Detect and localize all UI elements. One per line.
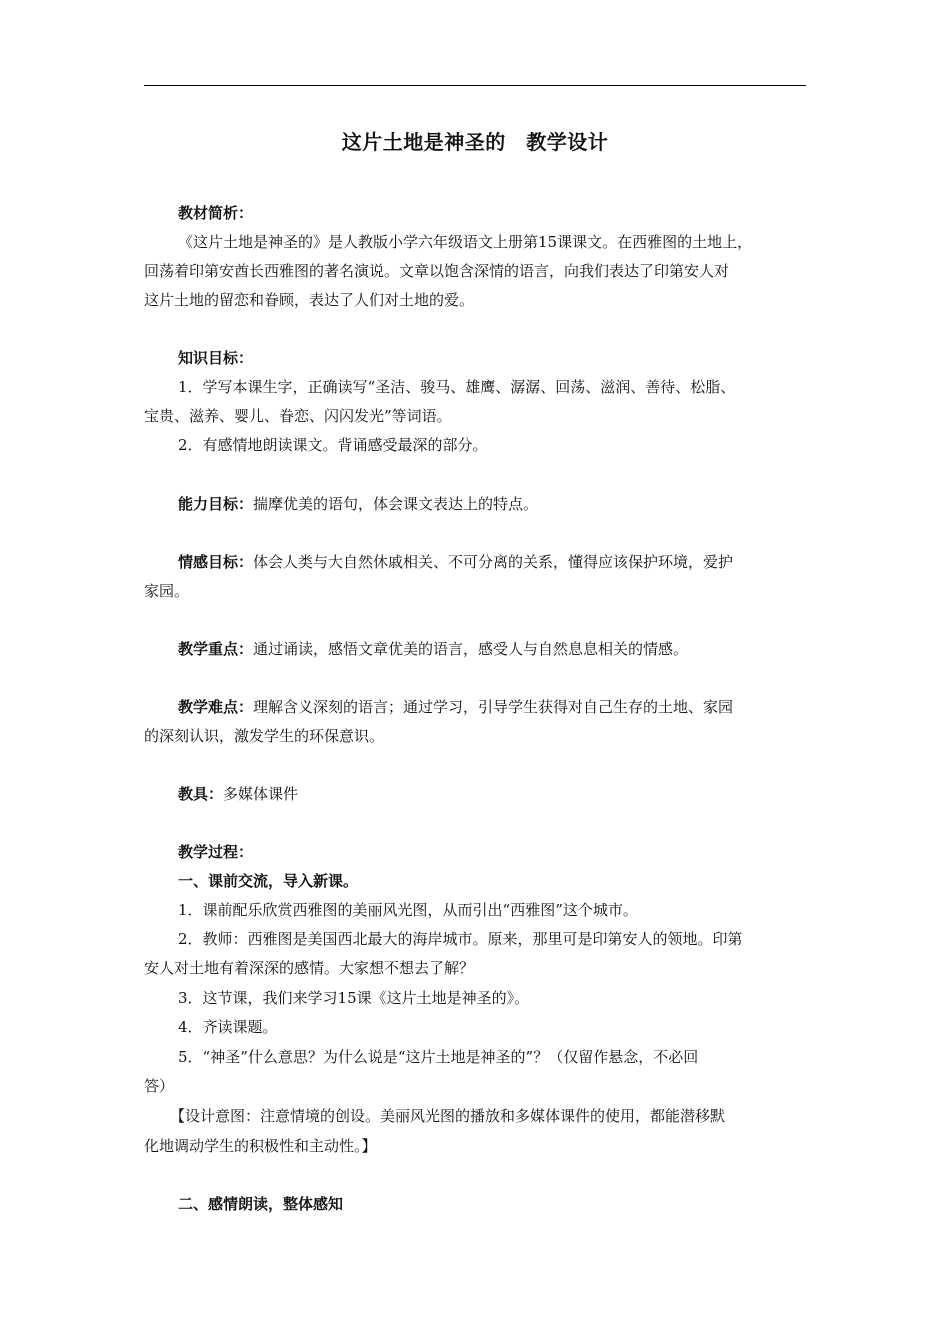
process-heading: 教学过程： — [178, 843, 254, 861]
design-intent-continued: 化地调动学生的积极性和主动性。】 — [144, 1137, 377, 1155]
ability-goal-label: 能力目标： — [178, 495, 254, 513]
process-step: 3．这节课，我们来学习15课《这片土地是神圣的》。 — [178, 989, 530, 1007]
teaching-difficulty — [178, 697, 858, 717]
document-title: 这片土地是神圣的 教学设计 — [341, 130, 609, 154]
design-intent: 【设计意图：注意情境的创设。美丽风光图的播放和多媒体课件的使用，都能潜移默 — [170, 1107, 726, 1125]
teaching-aids-text: 多媒体课件 — [223, 785, 299, 803]
knowledge-goal-line: 宝贵、滋养、婴儿、眷恋、闪闪发光”等词语。 — [144, 407, 452, 425]
textbook-analysis-line: 回荡着印第安酋长西雅图的著名演说。文章以饱含深情的语言，向我们表达了印第安人对 — [144, 262, 730, 280]
process-step-continued: 安人对土地有着深深的感情。大家想不想去了解？ — [144, 959, 475, 977]
process-step: 1．课前配乐欣赏西雅图的美丽风光图，从而引出“西雅图”这个城市。 — [178, 901, 638, 919]
knowledge-goal-line: 2．有感情地朗读课文。背诵感受最深的部分。 — [178, 436, 488, 454]
emotion-goal — [178, 552, 858, 572]
emotion-goal-label: 情感目标： — [178, 553, 254, 571]
knowledge-goals-heading: 知识目标： — [178, 349, 254, 367]
section-one-title: 一、课前交流，导入新课。 — [178, 872, 359, 890]
teaching-aids — [178, 784, 858, 804]
teaching-aids-label: 教具： — [178, 785, 224, 803]
teaching-difficulty-continued: 的深刻认识，激发学生的环保意识。 — [144, 727, 385, 745]
process-step: 4．齐读课题。 — [178, 1018, 278, 1036]
ability-goal-text: 揣摩优美的语句，体会课文表达上的特点。 — [253, 495, 539, 513]
ability-goal — [178, 494, 858, 514]
teaching-difficulty-text: 理解含义深刻的语言；通过学习，引导学生获得对自己生存的土地、家园 — [253, 698, 734, 716]
section-two-title: 二、感情朗读，整体感知 — [178, 1195, 344, 1213]
teaching-difficulty-label: 教学难点： — [178, 698, 254, 716]
teaching-focus-text: 通过诵读，感悟文章优美的语言，感受人与自然息息相关的情感。 — [253, 640, 689, 658]
emotion-goal-text: 体会人类与大自然休戚相关、不可分离的关系，懂得应该保护环境，爱护 — [253, 553, 734, 571]
textbook-analysis-heading: 教材简析： — [178, 204, 254, 222]
teaching-focus — [178, 639, 858, 659]
header-rule — [144, 85, 806, 86]
textbook-analysis-line: 《这片土地是神圣的》是人教版小学六年级语文上册第15课课文。在西雅图的土地上， — [178, 233, 753, 251]
process-step: 5．“神圣”什么意思？为什么说是“这片土地是神圣的”？（仅留作悬念，不必回 — [178, 1048, 699, 1066]
process-step: 2．教师：西雅图是美国西北最大的海岸城市。原来，那里可是印第安人的领地。印第 — [178, 930, 743, 948]
knowledge-goal-line: 1．学写本课生字，正确读写“圣洁、骏马、雄鹰、潺潺、回荡、滋润、善待、松脂、 — [178, 378, 736, 396]
emotion-goal-continued: 家园。 — [144, 582, 190, 600]
textbook-analysis-line: 这片土地的留恋和眷顾，表达了人们对土地的爱。 — [144, 291, 475, 309]
teaching-focus-label: 教学重点： — [178, 640, 254, 658]
process-step-continued: 答） — [144, 1077, 175, 1095]
